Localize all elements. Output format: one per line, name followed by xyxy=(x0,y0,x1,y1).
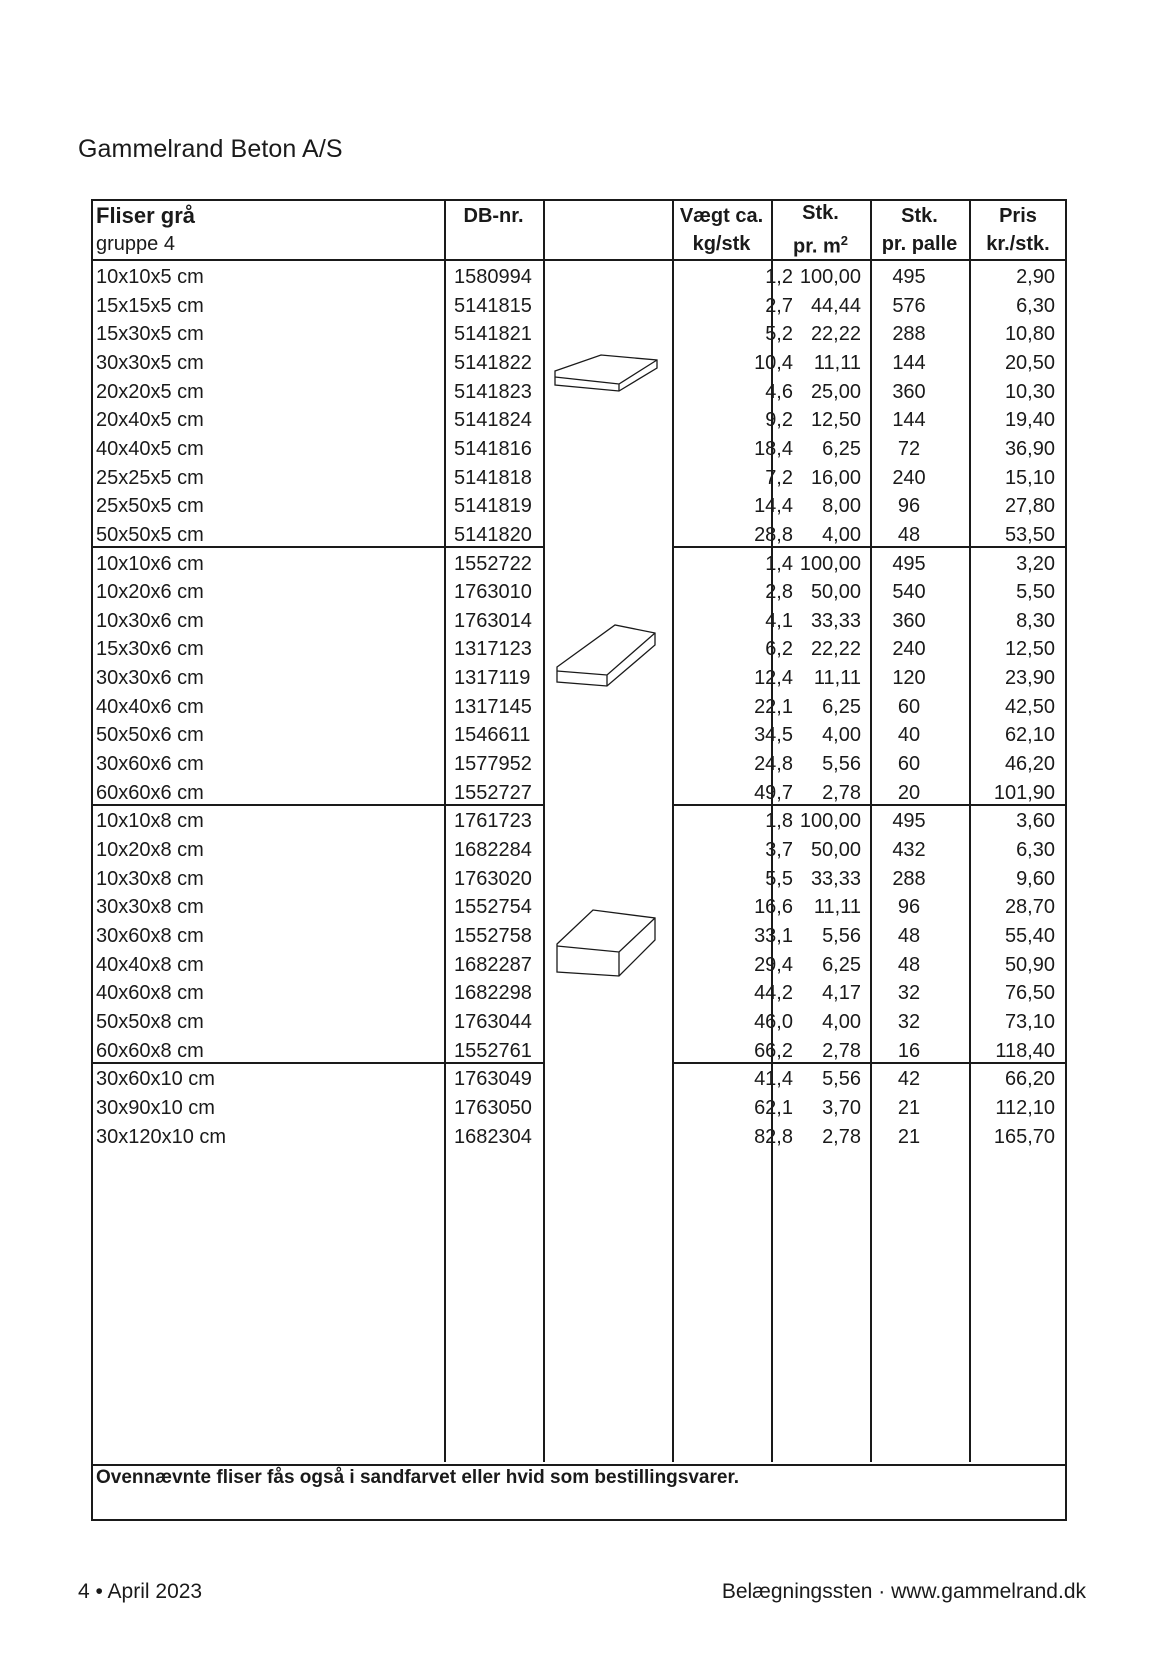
company-title: Gammelrand Beton A/S xyxy=(78,135,343,163)
cell-weight: 34,5 xyxy=(754,724,793,747)
cell-weight: 44,2 xyxy=(754,982,793,1005)
cell-weight: 24,8 xyxy=(754,753,793,776)
cell-price: 6,30 xyxy=(1016,294,1055,317)
cell-per-pallet: 576 xyxy=(892,294,926,317)
cell-db-number: 1763010 xyxy=(454,581,532,604)
cell-price: 53,50 xyxy=(1004,523,1055,546)
cell-price: 55,40 xyxy=(1004,924,1055,947)
cell-per-pallet: 96 xyxy=(897,896,921,919)
cell-price: 165,70 xyxy=(993,1125,1055,1148)
cell-db-number: 5141821 xyxy=(454,323,532,346)
cell-per-m2: 33,33 xyxy=(810,867,861,890)
cell-db-number: 1763044 xyxy=(454,1010,532,1033)
cell-size: 60x60x8 cm xyxy=(96,1039,204,1062)
cell-price: 50,90 xyxy=(1004,953,1055,976)
footnote: Ovennævnte fliser fås også i sandfarvet eller hvid som bestillingsvarer. xyxy=(96,1467,740,1488)
cell-per-pallet: 60 xyxy=(897,695,921,718)
table-row xyxy=(93,607,1065,636)
cell-per-pallet: 495 xyxy=(892,552,926,575)
cell-per-pallet: 288 xyxy=(892,867,926,890)
cell-per-pallet: 495 xyxy=(892,266,926,288)
cell-price: 12,50 xyxy=(1004,638,1055,661)
header-per-m2-unit: pr. $m^2$ xyxy=(792,233,849,258)
cell-weight: 14,4 xyxy=(754,495,793,518)
cell-db-number: 1761723 xyxy=(454,810,532,833)
cell-price: 10,30 xyxy=(1004,380,1055,403)
table-row xyxy=(93,693,1065,722)
table-row xyxy=(93,1094,1065,1123)
header-divider xyxy=(93,259,1065,261)
table-row xyxy=(93,979,1065,1008)
cell-weight: 33,1 xyxy=(754,924,793,947)
cell-per-m2: 5,56 xyxy=(822,753,861,776)
cell-price: 28,70 xyxy=(1004,896,1055,919)
cell-price: 46,20 xyxy=(1004,753,1055,776)
header-per-m2: Stk. xyxy=(802,202,839,224)
cell-price: 36,90 xyxy=(1004,437,1055,460)
cell-size: 30x30x8 cm xyxy=(96,896,204,919)
cell-weight: 22,1 xyxy=(754,695,793,718)
cell-per-m2: 50,00 xyxy=(810,839,861,861)
cell-per-pallet: 72 xyxy=(897,437,921,460)
cell-per-pallet: 360 xyxy=(892,380,926,403)
cell-per-m2: 3,70 xyxy=(822,1096,861,1119)
cell-price: 6,30 xyxy=(1016,839,1055,861)
cell-db-number: 1552761 xyxy=(454,1039,532,1062)
cell-per-m2: 4,00 xyxy=(822,724,861,747)
cell-per-pallet: 16 xyxy=(897,1039,921,1062)
cell-per-m2: 22,22 xyxy=(810,323,861,346)
cell-weight: 4,1 xyxy=(765,609,793,632)
cell-weight: 9,2 xyxy=(765,409,793,432)
cell-price: 2,90 xyxy=(1016,266,1055,288)
cell-size: 10x10x5 cm xyxy=(96,266,204,288)
cell-size: 20x20x5 cm xyxy=(96,380,204,403)
cell-weight: 1,8 xyxy=(765,810,793,833)
cell-price: 27,80 xyxy=(1004,495,1055,518)
cell-weight: 62,1 xyxy=(754,1096,793,1119)
cell-price: 76,50 xyxy=(1004,982,1055,1005)
cell-per-pallet: 48 xyxy=(897,953,921,976)
cell-db-number: 1577952 xyxy=(454,753,532,776)
table-row xyxy=(93,406,1065,435)
header-price: Pris xyxy=(999,205,1037,227)
table-row xyxy=(93,263,1065,292)
cell-per-m2: 50,00 xyxy=(810,581,861,604)
cell-db-number: 5141823 xyxy=(454,380,532,403)
table-row xyxy=(93,922,1065,951)
cell-size: 10x30x6 cm xyxy=(96,609,204,632)
cell-size: 40x40x5 cm xyxy=(96,437,204,460)
cell-size: 15x30x6 cm xyxy=(96,638,204,661)
table-row xyxy=(93,435,1065,464)
cell-per-pallet: 120 xyxy=(892,667,926,690)
header-weight-unit: kg/stk xyxy=(692,233,751,255)
cell-per-m2: 6,25 xyxy=(822,953,861,976)
table-row xyxy=(93,1008,1065,1037)
cell-per-m2: 5,56 xyxy=(822,924,861,947)
table-row xyxy=(93,292,1065,321)
cell-per-pallet: 144 xyxy=(892,351,926,374)
cell-size: 15x15x5 cm xyxy=(96,294,204,317)
cell-size: 40x60x8 cm xyxy=(96,982,204,1005)
cell-price: 101,90 xyxy=(993,781,1055,804)
cell-weight: 28,8 xyxy=(754,523,793,546)
cell-per-pallet: 288 xyxy=(892,323,926,346)
cell-per-m2: 6,25 xyxy=(822,695,861,718)
footnote-divider xyxy=(93,1464,1065,1466)
cell-db-number: 5141815 xyxy=(454,294,532,317)
table-row xyxy=(93,578,1065,607)
cell-per-pallet: 96 xyxy=(897,495,921,518)
cell-size: 30x120x10 cm xyxy=(96,1125,227,1148)
cell-size: 10x20x6 cm xyxy=(96,581,204,604)
table-row xyxy=(93,349,1065,378)
cell-db-number: 1317123 xyxy=(454,638,532,661)
cell-size: 15x30x5 cm xyxy=(96,323,204,346)
cell-per-m2: 100,00 xyxy=(799,552,861,575)
table-row xyxy=(93,750,1065,779)
cell-db-number: 1317119 xyxy=(454,667,531,690)
cell-weight: 49,7 xyxy=(754,781,793,804)
table-row xyxy=(93,779,1065,808)
price-table xyxy=(91,199,1067,1521)
cell-per-m2: 100,00 xyxy=(799,266,861,288)
cell-db-number: 1552727 xyxy=(454,781,532,804)
cell-size: 25x25x5 cm xyxy=(96,466,204,489)
cell-per-m2: 100,00 xyxy=(799,810,861,833)
cell-weight: 29,4 xyxy=(754,953,793,976)
cell-price: 9,60 xyxy=(1016,867,1055,890)
table-row xyxy=(93,664,1065,693)
cell-weight: 2,7 xyxy=(765,294,793,317)
cell-per-m2: 5,56 xyxy=(822,1068,861,1091)
cell-db-number: 1763020 xyxy=(454,867,532,890)
cell-weight: 18,4 xyxy=(754,437,793,460)
table-row xyxy=(93,836,1065,865)
cell-db-number: 1580994 xyxy=(454,266,532,288)
cell-db-number: 1546611 xyxy=(454,724,531,747)
table-subtitle: gruppe 4 xyxy=(96,233,175,255)
cell-weight: 16,6 xyxy=(754,896,793,919)
cell-per-m2: 6,25 xyxy=(822,437,861,460)
cell-db-number: 5141820 xyxy=(454,523,532,546)
cell-price: 8,30 xyxy=(1016,609,1055,632)
cell-db-number: 1763014 xyxy=(454,609,532,632)
table-row xyxy=(93,893,1065,922)
table-row xyxy=(93,721,1065,750)
table-row xyxy=(93,1123,1065,1152)
table-row xyxy=(93,635,1065,664)
cell-price: 42,50 xyxy=(1004,695,1055,718)
cell-price: 23,90 xyxy=(1004,667,1055,690)
cell-per-m2: 11,11 xyxy=(813,667,861,690)
cell-per-pallet: 42 xyxy=(897,1068,921,1091)
cell-db-number: 1682287 xyxy=(454,953,532,976)
table-title: Fliser grå xyxy=(96,203,196,228)
header-price-unit: kr./stk. xyxy=(986,233,1050,255)
cell-size: 30x30x6 cm xyxy=(96,667,204,690)
table-row xyxy=(93,807,1065,836)
cell-per-pallet: 21 xyxy=(897,1125,921,1148)
cell-weight: 5,2 xyxy=(765,323,793,346)
cell-db-number: 5141822 xyxy=(454,351,532,374)
cell-size: 10x10x8 cm xyxy=(96,810,204,833)
cell-weight: 3,7 xyxy=(765,839,793,861)
cell-per-pallet: 40 xyxy=(897,724,921,747)
cell-size: 50x50x8 cm xyxy=(96,1010,204,1033)
cell-per-pallet: 240 xyxy=(892,638,926,661)
cell-size: 30x90x10 cm xyxy=(96,1096,215,1119)
cell-per-pallet: 60 xyxy=(897,753,921,776)
cell-weight: 12,4 xyxy=(754,667,793,690)
table-row xyxy=(93,951,1065,980)
cell-price: 19,40 xyxy=(1004,409,1055,432)
header-per-pallet: Stk. xyxy=(901,205,938,227)
table-row xyxy=(93,521,1065,550)
cell-db-number: 5141824 xyxy=(454,409,532,432)
cell-size: 40x40x6 cm xyxy=(96,695,204,718)
cell-db-number: 1552758 xyxy=(454,924,532,947)
cell-price: 62,10 xyxy=(1004,724,1055,747)
cell-per-m2: 2,78 xyxy=(822,1125,861,1148)
cell-size: 20x40x5 cm xyxy=(96,409,204,432)
cell-per-pallet: 20 xyxy=(897,781,921,804)
cell-per-m2: 12,50 xyxy=(810,409,861,432)
cell-db-number: 1552722 xyxy=(454,552,532,575)
cell-per-m2: 4,00 xyxy=(822,1010,861,1033)
cell-db-number: 1552754 xyxy=(454,896,532,919)
cell-price: 10,80 xyxy=(1004,323,1055,346)
cell-per-m2: 4,00 xyxy=(822,523,861,546)
cell-per-pallet: 540 xyxy=(892,581,926,604)
cell-weight: 10,4 xyxy=(754,351,793,374)
cell-db-number: 5141818 xyxy=(454,466,532,489)
cell-price: 20,50 xyxy=(1004,351,1055,374)
table-row xyxy=(93,378,1065,407)
cell-size: 25x50x5 cm xyxy=(96,495,204,518)
table-row xyxy=(93,865,1065,894)
cell-weight: 66,2 xyxy=(754,1039,793,1062)
cell-size: 40x40x8 cm xyxy=(96,953,204,976)
table-row xyxy=(93,550,1065,579)
cell-per-pallet: 48 xyxy=(897,924,921,947)
cell-size: 30x30x5 cm xyxy=(96,351,204,374)
cell-per-pallet: 432 xyxy=(892,839,926,861)
cell-price: 15,10 xyxy=(1004,466,1055,489)
cell-weight: 82,8 xyxy=(754,1125,793,1148)
cell-db-number: 1682284 xyxy=(454,839,532,861)
cell-db-number: 1317145 xyxy=(454,695,532,718)
cell-per-m2: 22,22 xyxy=(810,638,861,661)
header-weight: Vægt ca. xyxy=(679,205,764,227)
table-row xyxy=(93,1037,1065,1066)
cell-per-m2: 33,33 xyxy=(810,609,861,632)
page-footer-right: Belægningssten · www.gammelrand.dk xyxy=(721,1580,1086,1603)
cell-size: 10x30x8 cm xyxy=(96,867,204,890)
cell-size: 30x60x10 cm xyxy=(96,1068,215,1091)
cell-price: 3,60 xyxy=(1016,810,1055,833)
cell-per-m2: 25,00 xyxy=(810,380,861,403)
cell-per-m2: 2,78 xyxy=(822,1039,861,1062)
cell-price: 5,50 xyxy=(1016,581,1055,604)
cell-price: 66,20 xyxy=(1004,1068,1055,1091)
cell-weight: 1,2 xyxy=(765,266,793,288)
cell-per-pallet: 495 xyxy=(892,810,926,833)
cell-per-m2: 2,78 xyxy=(822,781,861,804)
table-row xyxy=(93,320,1065,349)
cell-db-number: 5141819 xyxy=(454,495,532,518)
cell-price: 118,40 xyxy=(995,1039,1055,1062)
cell-weight: 7,2 xyxy=(765,466,793,489)
cell-size: 60x60x6 cm xyxy=(96,781,204,804)
cell-per-pallet: 360 xyxy=(892,609,926,632)
cell-per-m2: 4,17 xyxy=(822,982,861,1005)
cell-weight: 1,4 xyxy=(765,552,793,575)
cell-price: 3,20 xyxy=(1016,552,1055,575)
cell-weight: 2,8 xyxy=(765,581,793,604)
cell-weight: 46,0 xyxy=(754,1010,793,1033)
cell-size: 30x60x6 cm xyxy=(96,753,204,776)
cell-per-m2: 11,11 xyxy=(813,896,861,919)
cell-per-pallet: 48 xyxy=(897,523,921,546)
cell-per-pallet: 32 xyxy=(897,982,921,1005)
cell-size: 50x50x5 cm xyxy=(96,523,204,546)
cell-weight: 5,5 xyxy=(765,867,793,890)
cell-db-number: 1682298 xyxy=(454,982,532,1005)
page-footer-left: 4 • April 2023 xyxy=(78,1580,203,1603)
cell-size: 30x60x8 cm xyxy=(96,924,204,947)
cell-per-pallet: 144 xyxy=(892,409,926,432)
cell-db-number: 1682304 xyxy=(454,1125,532,1148)
cell-db-number: 1763050 xyxy=(454,1096,532,1119)
cell-price: 112,10 xyxy=(995,1096,1055,1119)
cell-weight: 6,2 xyxy=(765,638,793,661)
cell-size: 10x10x6 cm xyxy=(96,552,204,575)
cell-per-pallet: 240 xyxy=(892,466,926,489)
table-row xyxy=(93,464,1065,493)
table-row xyxy=(93,1065,1065,1094)
cell-size: 10x20x8 cm xyxy=(96,839,204,861)
cell-per-m2: 11,11 xyxy=(813,351,861,374)
header-per-pallet-unit: pr. palle xyxy=(881,233,958,255)
cell-db-number: 5141816 xyxy=(454,437,532,460)
cell-per-pallet: 21 xyxy=(897,1096,921,1119)
cell-per-m2: 16,00 xyxy=(810,466,861,489)
cell-price: 73,10 xyxy=(1004,1010,1055,1033)
cell-per-pallet: 32 xyxy=(897,1010,921,1033)
cell-per-m2: 44,44 xyxy=(810,294,861,317)
header-db: DB-nr. xyxy=(463,205,524,227)
cell-weight: 41,4 xyxy=(754,1068,793,1091)
cell-per-m2: 8,00 xyxy=(822,495,861,518)
table-row xyxy=(93,492,1065,521)
cell-weight: 4,6 xyxy=(765,380,793,403)
cell-size: 50x50x6 cm xyxy=(96,724,204,747)
cell-db-number: 1763049 xyxy=(454,1068,532,1091)
